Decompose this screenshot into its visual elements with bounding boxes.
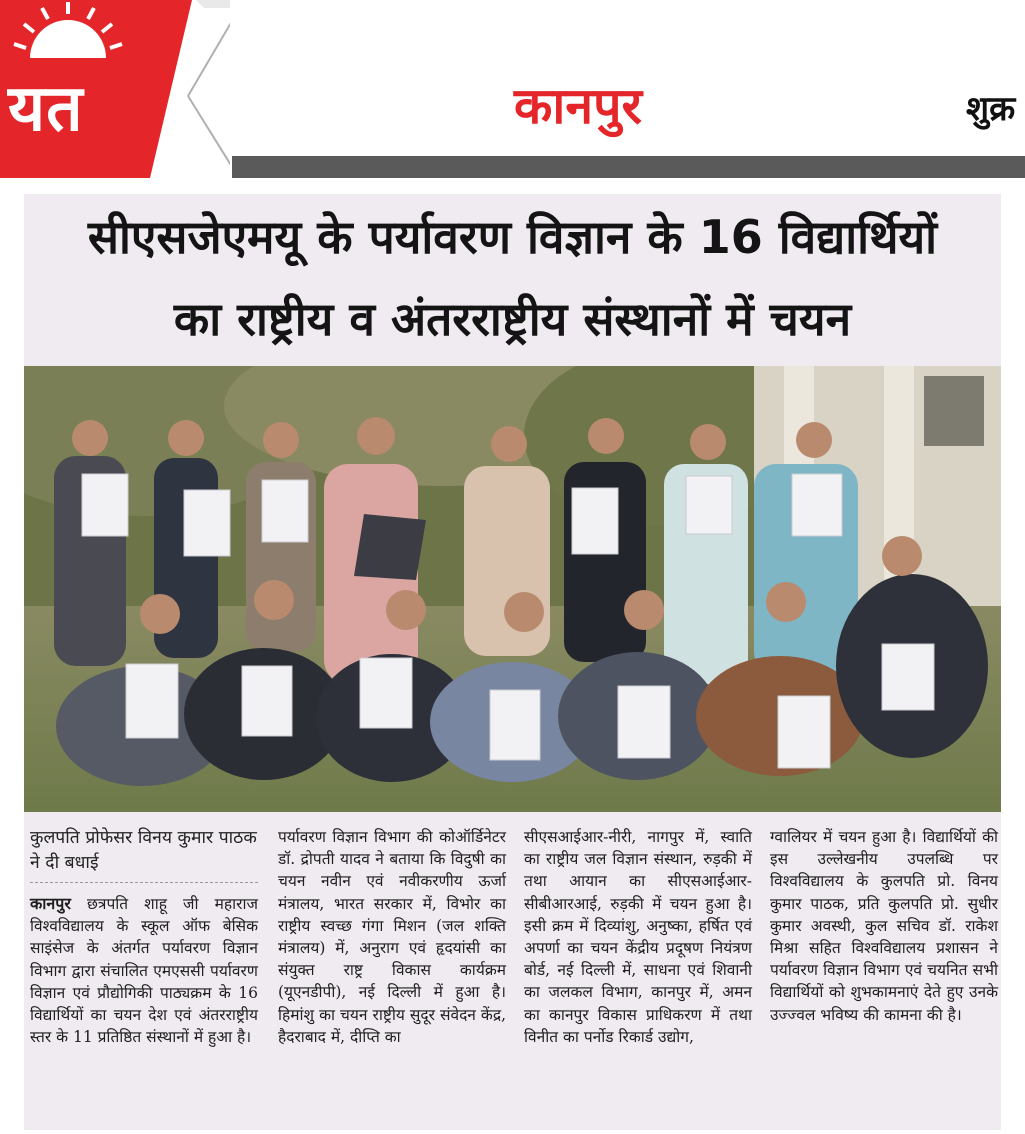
logo-text: यत bbox=[8, 72, 84, 146]
article-subhead: कुलपति प्रोफेसर विनय कुमार पाठक ने दी बधाई bbox=[30, 826, 258, 883]
article-column-1 bbox=[30, 826, 258, 1048]
headline-line-1: सीएसजेएमयू के पर्यावरण विज्ञान के 16 विद्यार्थियों bbox=[87, 210, 938, 264]
masthead-divider bbox=[232, 156, 1025, 178]
column-1-text: छत्रपति शाहू जी महाराज विश्वविद्यालय के स्कूल ऑफ बेसिक साइंसेज के अंतर्गत पर्यावरण विज्ञान विभाग द्वारा संचालित एमएससी पर्यावरण विज्ञान एवं प्रौद्योगिकी पाठ्यक्रम के 16 विद्यार्थियों का चयन देश एवं अंतरराष्ट्रीय स्तर के 11 प्रतिष्ठित संस्थानों में हुआ है। bbox=[30, 895, 258, 1047]
article-column-2: पर्यावरण विज्ञान विभाग की कोऑर्डिनेटर डॉ. द्रोपती यादव ने बताया कि विदुषी का चयन नवीन एवं नवीकरणीय ऊर्जा मंत्रालय, भारत सरकार में, विभोर का राष्ट्रीय स्वच्छ गंगा मिशन (जल शक्ति मंत्रालय) में, अनुराग एवं हृदयांसी का संयुक्त राष्ट्र विकास कार्यक्रम (यूएनडीपी), नई दिल्ली में हुआ है। हिमांशु का चयन राष्ट्रीय सुदूर संवेदन केंद्र, हैदराबाद में, दीप्ति का bbox=[278, 828, 506, 1046]
group-photo bbox=[24, 366, 1001, 812]
headline-line-2: का राष्ट्रीय व अंतरराष्ट्रीय संस्थानों में चयन bbox=[173, 292, 852, 346]
headline bbox=[24, 196, 1001, 360]
date-fragment: शुक्र bbox=[966, 89, 1016, 129]
article-column-3: सीएसआईआर-नीरी, नागपुर में, स्वाति का राष्ट्रीय जल विज्ञान संस्थान, रुड़की में तथा आयान का सीएसआईआर-सीबीआरआई, रुड़की में चयन हुआ है। इसी क्रम में दिव्यांशु, अनुष्का, हर्षित एवं अपर्णा का चयन केंद्रीय प्रदूषण नियंत्रण बोर्ड, नई दिल्ली में, साधना एवं शिवानी का जलकल विभाग, कानपुर में, अमन का कानपुर विकास प्राधिकरण में तथा विनीत का पर्नोड रिकार्ड उद्योग, bbox=[524, 828, 752, 1046]
newspaper-logo bbox=[0, 0, 230, 178]
dateline: कानपुर bbox=[30, 894, 71, 913]
article-column-4: ग्वालियर में चयन हुआ है। विद्यार्थियों की इस उल्लेखनीय उपलब्धि पर विश्वविद्यालय के कुलपति प्रो. विनय कुमार पाठक, प्रति कुलपति प्रो. सुधीर कुमार अवस्थी, कुल सचिव डॉ. राकेश मिश्रा सहित विश्वविद्यालय प्रशासन ने पर्यावरण विज्ञान विभाग एवं चयनित सभी विद्यार्थियों को शुभकामनाएं देते हुए उनके उज्ज्वल भविष्य की कामना की है। bbox=[770, 828, 998, 1024]
group-photo-icon bbox=[24, 366, 1001, 812]
article-panel bbox=[24, 194, 1001, 1130]
city-name: कानपुर bbox=[514, 77, 642, 135]
